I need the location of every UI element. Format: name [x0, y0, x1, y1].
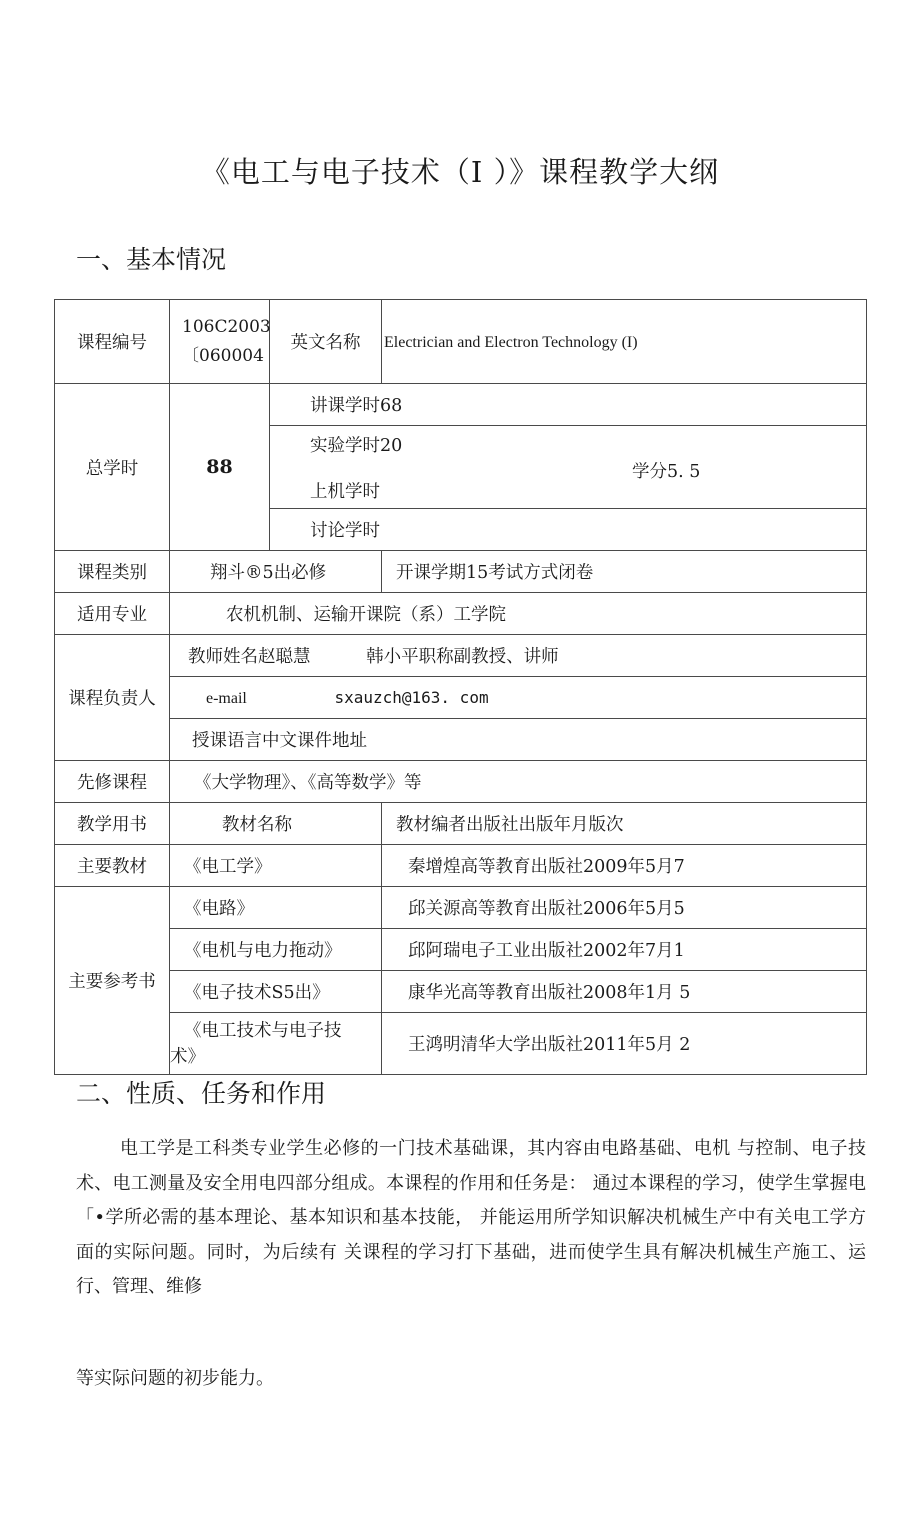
hours-label: 总学时 [55, 384, 170, 551]
nature-paragraph: 电工学是工科类专业学生必修的一门技术基础课，其内容由电路基础、电机 与控制、电子技术、电工测量及安全用电四部分组成。本课程的作用和任务是： 通过本课程的学习，使学生掌握电「•学所必需的基本理论、基本知识和基本技能， 并能运用所学知识解决机械生产中有关电工学方面的实际问题。同时，为后续有 关课程的学习打下基础，进而使学生具有解决机械生产施工、运行、管理、维修 [76, 1138, 866, 1297]
section-heading-basic: 一、基本情况 [76, 245, 227, 274]
lab-hours: 实验学时20 [310, 436, 403, 456]
book-col2-cell [382, 803, 867, 845]
ref-info: 王鸿明清华大学出版社2011年5月 2 [408, 1035, 691, 1055]
main-book-info-cell [382, 845, 867, 887]
lecture-hours: 讲课学时68 [310, 396, 403, 416]
type-value: 翔斗®5出必修 [210, 563, 327, 583]
course-info-table [54, 299, 867, 1075]
en-name-label: 英文名称 [270, 300, 382, 384]
major-value-cell [170, 593, 867, 635]
computer-hours: 上机学时 [310, 482, 380, 502]
discussion-hours-cell [270, 509, 867, 551]
page-title: 《电工与电子技术（I ）》课程教学大纲 [200, 155, 720, 189]
ref-info: 康华光高等教育出版社2008年1月 5 [408, 983, 691, 1003]
teacher-name: 教师姓名赵聪慧 [188, 647, 311, 667]
code-value [170, 300, 270, 384]
ref-info-cell [382, 971, 867, 1013]
ref-name-cell [170, 887, 382, 929]
book-col2: 教材编者出版社出版年月版次 [396, 815, 624, 835]
ref-info-cell [382, 887, 867, 929]
book-col1-cell [170, 803, 382, 845]
prereq-label: 先修课程 [55, 761, 170, 803]
lecture-hours-cell [270, 384, 867, 426]
lab-computer-cell [270, 426, 867, 509]
semester-exam: 开课学期15考试方式闭卷 [396, 563, 594, 583]
ref-info: 邱阿瑞电子工业出版社2002年7月1 [408, 941, 685, 961]
code-line-2: 〔060004 [182, 345, 264, 366]
book-col1: 教材名称 [222, 815, 292, 835]
teacher-cell [170, 635, 867, 677]
discussion-hours: 讨论学时 [310, 521, 380, 541]
ref-info-cell [382, 1013, 867, 1075]
main-book-info: 秦增煌高等教育出版社2009年5月7 [408, 857, 685, 877]
owner-label: 课程负责人 [55, 635, 170, 761]
main-book-label: 主要教材 [55, 845, 170, 887]
ref-name-cell [170, 1013, 382, 1075]
main-book-cell [170, 845, 382, 887]
prereq-value-cell [170, 761, 867, 803]
ref-name: 《电工技术与电子技 [184, 1020, 342, 1041]
code-line-1: 106C2003 [182, 316, 271, 337]
ref-name-continued: 术》 [170, 1046, 205, 1067]
prereq-value: 《大学物理》、《高等数学》等 [194, 773, 422, 793]
semester-exam-cell [382, 551, 867, 593]
ref-info-cell [382, 929, 867, 971]
language-value: 授课语言中文课件地址 [192, 731, 367, 751]
teacher-title: 韩小平职称副教授、讲师 [366, 647, 559, 667]
credit-value: 学分5. 5 [632, 462, 701, 482]
email-cell [170, 677, 867, 719]
main-book-name: 《电工学》 [184, 857, 272, 877]
code-label: 课程编号 [55, 300, 170, 384]
ref-name: 《电路》 [184, 899, 254, 919]
ref-info: 邱关源高等教育出版社2006年5月5 [408, 899, 685, 919]
language-cell [170, 719, 867, 761]
en-name-text: Electrician and Electron Technology (I) [384, 333, 638, 351]
ref-name: 《电子技术S5出》 [184, 983, 330, 1003]
major-value: 农机机制、运输开课院（系）工学院 [226, 605, 506, 625]
email-value: sxauzch@163. com [334, 687, 489, 707]
book-label: 教学用书 [55, 803, 170, 845]
ref-name-cell [170, 929, 382, 971]
ref-label: 主要参考书 [55, 887, 170, 1075]
en-name-value [382, 300, 867, 384]
hours-total: 88 [170, 384, 270, 551]
nature-paragraph-end: 等实际问题的初步能力。 [76, 1368, 274, 1389]
major-label: 适用专业 [55, 593, 170, 635]
email-label: e-mail [206, 689, 247, 707]
type-label: 课程类别 [55, 551, 170, 593]
section-heading-nature: 二、性质、任务和作用 [76, 1079, 327, 1108]
type-value-cell [170, 551, 382, 593]
ref-name-cell [170, 971, 382, 1013]
ref-name: 《电机与电力拖动》 [184, 941, 342, 961]
